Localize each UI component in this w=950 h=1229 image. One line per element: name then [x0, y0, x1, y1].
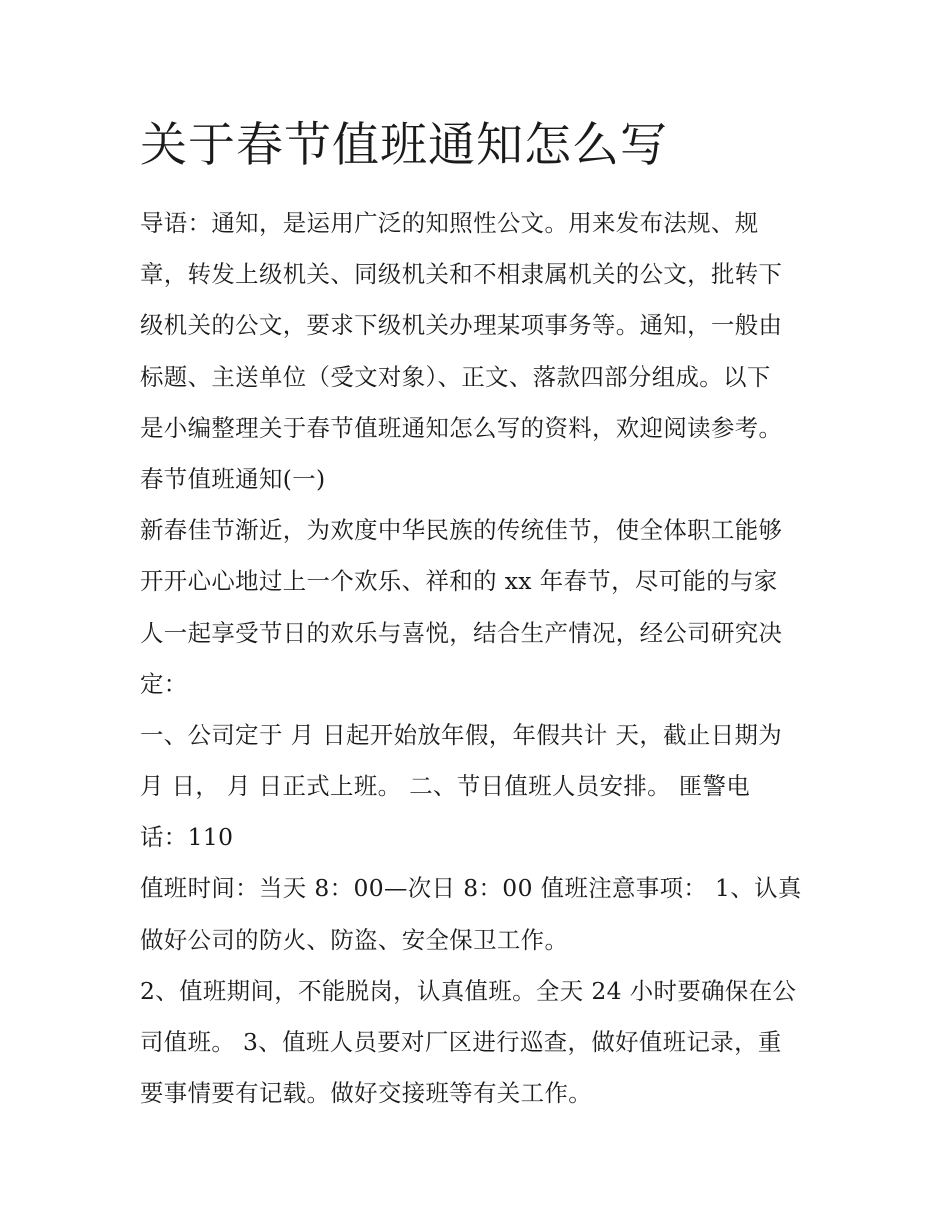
body-line: 做好公司的防火、防盗、安全保卫工作。: [140, 925, 569, 954]
body-line: 要事情要有记载。做好交接班等有关工作。: [140, 1079, 593, 1108]
body-line: 值班时间：当天 8：00—次日 8：00 值班注意事项： 1、认真: [140, 874, 802, 903]
body-line: 新春佳节渐近，为欢度中华民族的传统佳节，使全体职工能够: [140, 516, 783, 545]
body-line: 月 日， 月 日正式上班。 二、节日值班人员安排。 匪警电: [140, 772, 751, 801]
body-line: 导语：通知，是运用广泛的知照性公文。用来发布法规、规: [140, 209, 759, 237]
body-line: 标题、主送单位（受文对象）、正文、落款四部分组成。以下: [140, 362, 771, 391]
body-line: 司值班。 3、值班人员要对厂区进行巡查，做好值班记录，重: [140, 1028, 782, 1056]
body-line: 话：110: [140, 823, 234, 852]
document-body: [140, 198, 820, 1119]
body-line: 一、公司定于 月 日起开始放年假，年假共计 天，截止日期为: [140, 720, 783, 749]
body-line: 定：: [140, 669, 188, 698]
body-line: 章，转发上级机关、同级机关和不相隶属机关的公文，批转下: [140, 260, 783, 289]
body-line: 是小编整理关于春节值班通知怎么写的资料，欢迎阅读参考。: [140, 413, 783, 442]
body-line: 人一起享受节日的欢乐与喜悦，结合生产情况，经公司研究决: [140, 618, 783, 647]
section-heading: 春节值班通知(一): [140, 464, 326, 493]
body-line: 级机关的公文，要求下级机关办理某项事务等。通知，一般由: [140, 311, 783, 340]
body-line: 2、值班期间，不能脱岗，认真值班。全天 24 小时要确保在公: [140, 976, 797, 1005]
document-title: 关于春节值班通知怎么写: [140, 118, 668, 173]
body-line: 开开心心地过上一个欢乐、祥和的 xx 年春节，尽可能的与家: [140, 567, 778, 596]
